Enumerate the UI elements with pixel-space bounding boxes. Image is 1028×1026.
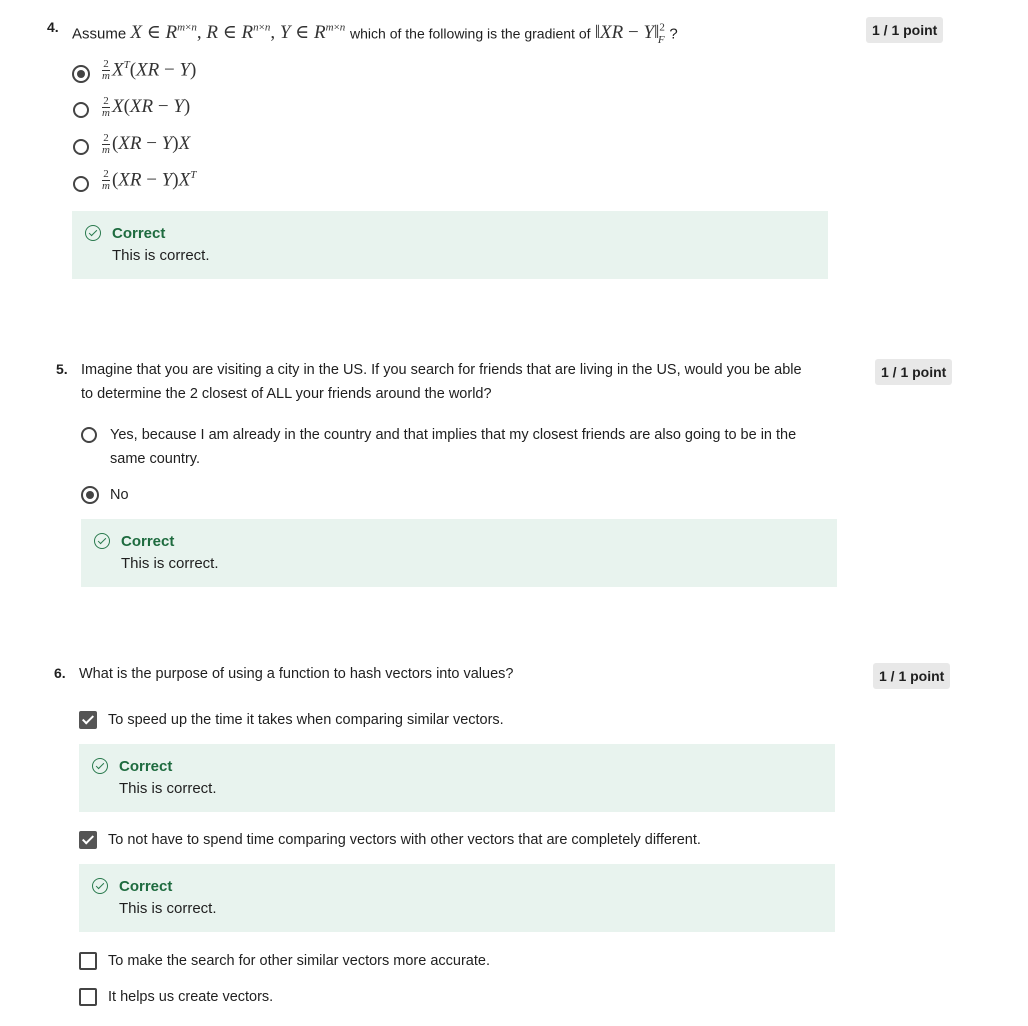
q5-option-1-radio[interactable]: [81, 427, 97, 443]
q5-option-2-radio[interactable]: [81, 486, 99, 504]
q5-question-line2: to determine the 2 closest of ALL your friends around the world?: [81, 386, 492, 402]
q4-prefix: Assume: [72, 25, 127, 43]
q5-number: 5.: [56, 361, 68, 377]
q6-option-1-label[interactable]: To speed up the time it takes when comparing similar vectors.: [108, 712, 504, 728]
q4-option-1-label[interactable]: $\frac{2}{m}$ $X^T(XR - Y)$: [102, 58, 197, 83]
q6-option-3-checkbox[interactable]: [79, 952, 97, 970]
q6-feedback-1-text: This is correct.: [119, 780, 217, 797]
check-circle-icon: [92, 878, 108, 894]
q4-math-assume: X ∈ $R^{m\times n}$, R ∈ $R^{n\times n}$, Y ∈ $R^{m\times n}$: [130, 22, 346, 44]
q6-feedback-2-text: This is correct.: [119, 900, 217, 917]
q6-number: 6.: [54, 665, 66, 681]
q4-option-4-label[interactable]: $\frac{2}{m}$ $(XR - Y)X^T$: [102, 168, 197, 193]
q5-option-1-line2[interactable]: same country.: [110, 451, 200, 467]
q4-option-4-radio[interactable]: [73, 176, 89, 192]
check-circle-icon: [92, 758, 108, 774]
q4-feedback-text: This is correct.: [112, 247, 210, 264]
q5-option-1-line1[interactable]: Yes, because I am already in the country and that implies that my closest friends are also going to be in the: [110, 427, 797, 443]
fraction: $\frac{2}{m}$: [102, 58, 110, 83]
q6-feedback-1-title: Correct: [119, 758, 173, 775]
q5-feedback: [81, 519, 837, 587]
q4-feedback-title: Correct: [112, 225, 166, 242]
check-circle-icon: [85, 225, 101, 241]
q4-points-badge: 1 / 1 point: [866, 17, 943, 43]
q6-option-4-label[interactable]: It helps us create vectors.: [108, 989, 274, 1005]
q5-points-badge: 1 / 1 point: [875, 359, 952, 385]
q4-option-2-label[interactable]: $\frac{2}{m}$ X(XR − Y): [102, 95, 191, 120]
fraction: $\frac{2}{m}$: [102, 132, 110, 157]
q5-option-2-label[interactable]: No: [110, 487, 129, 503]
q5-feedback-text: This is correct.: [121, 555, 219, 572]
q6-feedback-1: [79, 744, 835, 812]
q5-feedback-title: Correct: [121, 533, 175, 550]
q4-suffix: ?: [669, 25, 678, 43]
q4-option-1-radio[interactable]: [72, 65, 90, 83]
q6-option-1-checkbox[interactable]: [79, 711, 97, 729]
q6-feedback-2: [79, 864, 835, 932]
q4-number: 4.: [47, 19, 59, 35]
fraction: $\frac{2}{m}$: [102, 95, 110, 120]
q5-question-line1: Imagine that you are visiting a city in the US. If you search for friends that are living in the US, would you be able: [81, 362, 802, 378]
q4-feedback: [72, 211, 828, 279]
fraction: $\frac{2}{m}$: [102, 168, 110, 193]
check-circle-icon: [94, 533, 110, 549]
q6-option-4-checkbox[interactable]: [79, 988, 97, 1006]
q6-points-badge: 1 / 1 point: [873, 663, 950, 689]
q6-option-3-label[interactable]: To make the search for other similar vectors more accurate.: [108, 953, 490, 969]
q6-feedback-2-title: Correct: [119, 878, 173, 895]
q4-option-3-label[interactable]: $\frac{2}{m}$ (XR − Y)X: [102, 132, 191, 157]
q4-middle: which of the following is the gradient of: [350, 25, 591, 42]
q4-question: [72, 16, 678, 52]
q6-question: What is the purpose of using a function to hash vectors into values?: [79, 666, 514, 682]
q6-option-2-checkbox[interactable]: [79, 831, 97, 849]
q6-option-2-label[interactable]: To not have to spend time comparing vectors with other vectors that are completely different.: [108, 832, 701, 848]
q4-option-2-radio[interactable]: [73, 102, 89, 118]
q4-option-3-radio[interactable]: [73, 139, 89, 155]
q4-math-target: ‖XR − Y‖$^2_F$: [594, 22, 665, 47]
